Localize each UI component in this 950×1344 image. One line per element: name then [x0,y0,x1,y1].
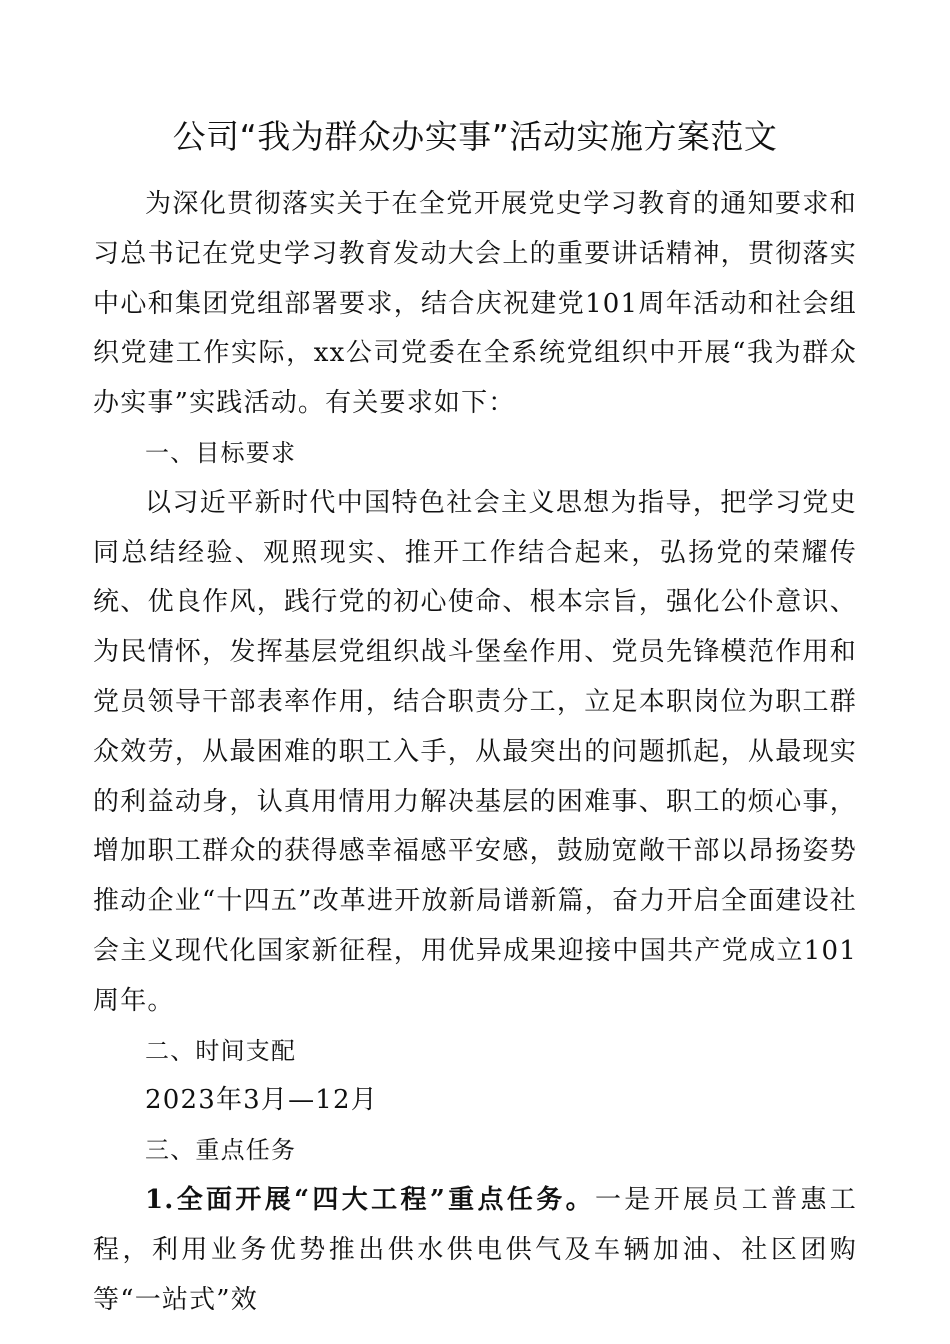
goals-paragraph: 以习近平新时代中国特色社会主义思想为指导，把学习党史同总结经验、观照现实、推开工作结合起来，弘扬党的荣耀传统、优良作风，践行党的初心使命、根本宗旨，强化公仆意识、为民情怀，发挥基层党组织战斗堡垒作用、党员先锋模范作用和党员领导干部表率作用，结合职责分工，立足本职岗位为职工群众效劳，从最困难的职工入手，从最突出的问题抓起，从最现实的利益动身，认真用情用力解决基层的困难事、职工的烦心事，增加职工群众的获得感幸福感平安感，鼓励宽敞干部以昂扬姿势推动企业“十四五”改革进开放新局谱新篇，奋力开启全面建设社会主义现代化国家新征程，用优异成果迎接中国共产党成立101周年。 [93,487,857,1016]
intro-paragraph: 为深化贯彻落实关于在全党开展党史学习教育的通知要求和习总书记在党史学习教育发动大会上的重要讲话精神，贯彻落实中心和集团党组部署要求，结合庆祝建党101周年活动和社会组织党建工作实际，xx公司党委在全系统党组织中开展“我为群众办实事”实践活动。有关要求如下： [93,189,857,419]
task-text: 一是开展员工普惠工程，利用业务优势推出供水供电供气及车辆加油、社区团购等“一站式”效 [93,1184,857,1315]
section-heading-schedule: 二、时间支配 [145,1036,297,1065]
section-heading-tasks: 三、重点任务 [145,1136,297,1165]
tasks-paragraph [93,1176,857,1325]
document-title: 公司“我为群众办实事”活动实施方案范文 [172,117,778,156]
schedule-text: 2023年3月—12月 [145,1085,378,1116]
task-lead: 1.全面开展“四大工程”重点任务。 [145,1184,595,1215]
section-heading-goals: 一、目标要求 [145,438,297,467]
document-body [93,180,857,1325]
